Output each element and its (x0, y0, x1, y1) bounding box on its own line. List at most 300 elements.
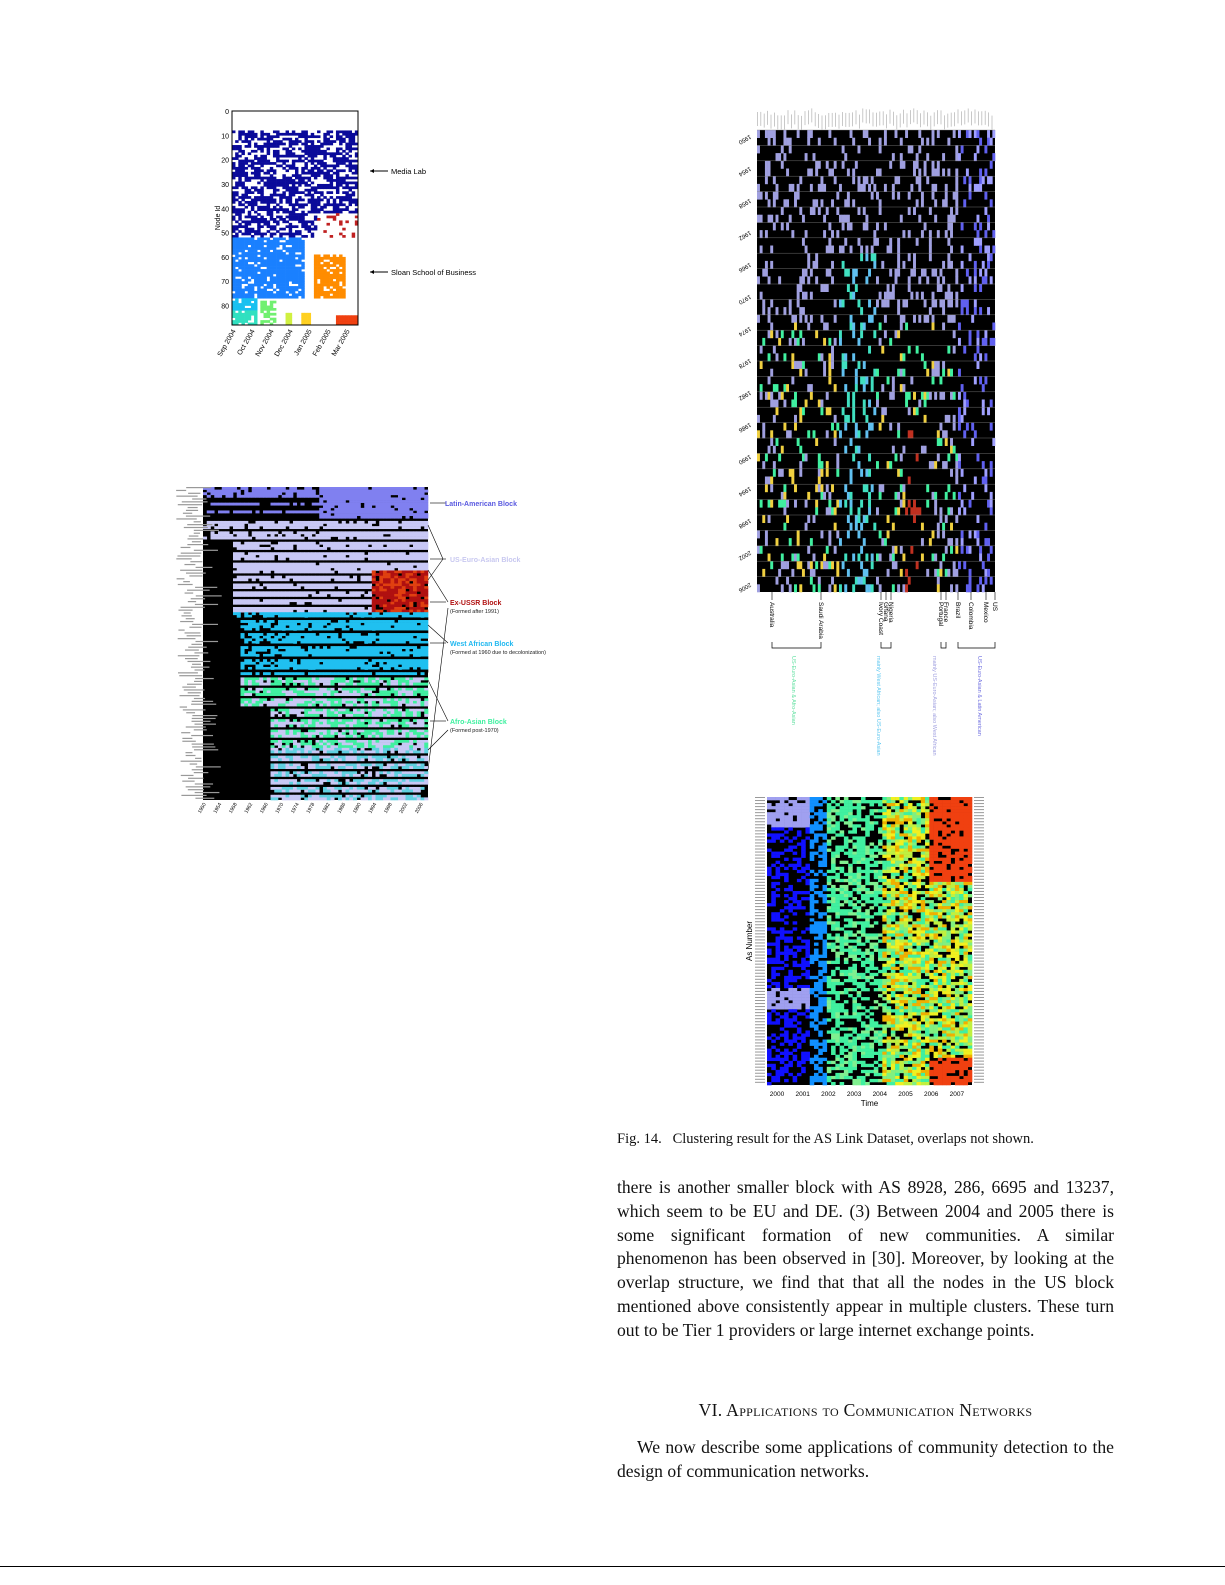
heatmap-cell (346, 646, 350, 649)
heatmap-cell (361, 513, 365, 516)
heatmap-cell (394, 659, 398, 662)
heatmap-cell (293, 576, 297, 579)
heatmap-cell (387, 578, 391, 581)
heatmap-cell (311, 196, 314, 199)
heatmap-cell (245, 189, 248, 192)
heatmap-cell (232, 218, 235, 221)
heatmap-cell (331, 544, 335, 547)
heatmap-cell (387, 500, 391, 503)
heatmap-cell (314, 262, 317, 265)
heatmap-cell (245, 140, 248, 143)
heatmap-cell (413, 677, 417, 680)
heatmap-cell (323, 269, 326, 272)
heatmap-cell (293, 628, 297, 631)
heatmap-cell (235, 303, 238, 306)
heatmap-cell (289, 526, 293, 529)
heatmap-cell (271, 557, 275, 560)
heatmap-cell (248, 152, 251, 155)
heatmap-cell (264, 264, 267, 267)
heatmap-cell (314, 274, 317, 277)
heatmap-cell (357, 633, 361, 636)
heatmap-cell (421, 555, 425, 558)
heatmap-cell (376, 516, 380, 519)
heatmap-cell (361, 607, 365, 610)
heatmap-cell (293, 638, 297, 641)
heatmap-cell (346, 534, 350, 537)
heatmap-cell (304, 547, 308, 550)
heatmap-cell (333, 269, 336, 272)
heatmap-cell (293, 510, 297, 513)
heatmap-cell (402, 612, 406, 615)
heatmap-cell (295, 172, 298, 175)
heatmap-cell (372, 604, 376, 607)
heatmap-cell (267, 524, 271, 527)
heatmap-cell (383, 557, 387, 560)
heatmap-cell (372, 552, 376, 555)
heatmap-cell (338, 500, 342, 503)
heatmap-cell (241, 289, 244, 292)
heatmap-cell (317, 208, 320, 211)
heatmap-cell (327, 680, 331, 683)
heatmap-cell (308, 672, 312, 675)
heatmap-cell (260, 130, 263, 133)
heatmap-cell (260, 306, 263, 309)
heatmap-cell (323, 552, 327, 555)
heatmap-cell (331, 670, 335, 673)
heatmap-cell (317, 167, 320, 170)
heatmap-cell (376, 547, 380, 550)
heatmap-cell (421, 513, 425, 516)
heatmap-cell (319, 508, 323, 511)
heatmap-cell (248, 670, 252, 673)
heatmap-cell (248, 607, 252, 610)
heatmap-cell (286, 537, 290, 540)
heatmap-cell (244, 594, 248, 597)
heatmap-cell (334, 516, 338, 519)
heatmap-cell (304, 570, 308, 573)
heatmap-cell (320, 143, 323, 146)
heatmap-cell (267, 199, 270, 202)
heatmap-cell (257, 257, 260, 260)
heatmap-cell (292, 203, 295, 206)
heatmap-cell (245, 308, 248, 311)
heatmap-cell (267, 225, 270, 228)
heatmap-cell (353, 584, 357, 587)
heatmap-cell (245, 228, 248, 231)
heatmap-cell (256, 633, 260, 636)
heatmap-cell (257, 233, 260, 236)
heatmap-cell (349, 625, 353, 628)
heatmap-cell (402, 570, 406, 573)
heatmap-cell (232, 310, 235, 313)
heatmap-cell (232, 196, 235, 199)
heatmap-cell (270, 269, 273, 272)
heatmap-cell (320, 281, 323, 284)
heatmap-cell (260, 291, 263, 294)
heatmap-cell (398, 492, 402, 495)
heatmap-cell (331, 657, 335, 660)
heatmap-cell (312, 591, 316, 594)
heatmap-cell (264, 250, 267, 253)
heatmap-cell (323, 651, 327, 654)
heatmap-cell (316, 636, 320, 639)
heatmap-cell (402, 672, 406, 675)
heatmap-cell (372, 683, 376, 686)
heatmap-cell (273, 220, 276, 223)
heatmap-cell (282, 160, 285, 163)
heatmap-cell (304, 135, 307, 138)
heatmap-cell (278, 570, 282, 573)
heatmap-cell (338, 646, 342, 649)
heatmap-cell (211, 534, 215, 537)
heatmap-cell (252, 555, 256, 558)
heatmap-cell (402, 513, 406, 516)
heatmap-cell (409, 646, 413, 649)
heatmap-cell (252, 568, 256, 571)
heatmap-cell (336, 177, 339, 180)
heatmap-cell (409, 591, 413, 594)
heatmap-cell (339, 211, 342, 214)
heatmap-cell (361, 649, 365, 652)
heatmap-cell (286, 565, 290, 568)
heatmap-cell (237, 578, 241, 581)
heatmap-cell (278, 607, 282, 610)
heatmap-cell (398, 602, 402, 605)
heatmap-cell (267, 620, 271, 623)
heatmap-cell (301, 262, 304, 265)
heatmap-cell (238, 196, 241, 199)
heatmap-cell (308, 172, 311, 175)
heatmap-cell (252, 552, 256, 555)
heatmap-cell (402, 521, 406, 524)
heatmap-cell (417, 630, 421, 633)
heatmap-cell (238, 160, 241, 163)
heatmap-cell (282, 143, 285, 146)
heatmap-cell (311, 160, 314, 163)
heatmap-cell (312, 570, 316, 573)
heatmap-cell (353, 615, 357, 618)
heatmap-cell (316, 701, 320, 704)
heatmap-cell (312, 649, 316, 652)
heatmap-cell (368, 542, 372, 545)
heatmap-cell (308, 490, 312, 493)
heatmap-cell (267, 247, 270, 250)
heatmap-cell (394, 557, 398, 560)
heatmap-cell (319, 503, 323, 506)
heatmap-cell (282, 196, 285, 199)
heatmap-cell (387, 487, 391, 490)
heatmap-cell (241, 602, 245, 605)
heatmap-cell (286, 184, 289, 187)
heatmap-cell (398, 552, 402, 555)
heatmap-cell (282, 610, 286, 613)
heatmap-cell (383, 612, 387, 615)
heatmap-cell (263, 649, 267, 652)
heatmap-cell (319, 565, 323, 568)
heatmap-cell (308, 641, 312, 644)
heatmap-cell (361, 563, 365, 566)
heatmap-cell (361, 578, 365, 581)
heatmap-cell (383, 505, 387, 508)
heatmap-cell (252, 576, 256, 579)
heatmap-cell (297, 664, 301, 667)
heatmap-cell (417, 680, 421, 683)
heatmap-cell (256, 594, 260, 597)
heatmap-cell (245, 259, 248, 262)
heatmap-cell (421, 670, 425, 673)
heatmap-cell (417, 604, 421, 607)
heatmap-cell (264, 162, 267, 165)
heatmap-cell (406, 654, 410, 657)
heatmap-cell (323, 281, 326, 284)
heatmap-cell (252, 657, 256, 660)
heatmap-cell (241, 537, 245, 540)
heatmap-cell (251, 242, 254, 245)
heatmap-cell (353, 563, 357, 566)
heatmap-cell (391, 688, 395, 691)
heatmap-cell (232, 259, 235, 262)
heatmap-cell (222, 526, 226, 529)
heatmap-cell (417, 633, 421, 636)
heatmap-cell (345, 160, 348, 163)
heatmap-cell (402, 495, 406, 498)
heatmap-cell (319, 497, 323, 500)
heatmap-cell (312, 531, 316, 534)
heatmap-cell (327, 143, 330, 146)
heatmap-cell (301, 133, 304, 136)
heatmap-cell (251, 218, 254, 221)
heatmap-cell (379, 534, 383, 537)
heatmap-cell (282, 664, 286, 667)
heatmap-cell (311, 189, 314, 192)
heatmap-cell (334, 487, 338, 490)
heatmap-cell (293, 490, 297, 493)
heatmap-cell (364, 688, 368, 691)
heatmap-cell (353, 526, 357, 529)
heatmap-cell (273, 218, 276, 221)
heatmap-cell (292, 162, 295, 165)
heatmap-cell (297, 578, 301, 581)
heatmap-cell (387, 657, 391, 660)
heatmap-cell (263, 698, 267, 701)
heatmap-cell (349, 610, 353, 613)
heatmap-cell (260, 279, 263, 282)
heatmap-cell (237, 534, 241, 537)
heatmap-cell (314, 208, 317, 211)
heatmap-cell (323, 257, 326, 260)
y-axis-label: Node Id (215, 205, 222, 231)
heatmap-cell (286, 659, 290, 662)
heatmap-cell (292, 206, 295, 209)
heatmap-cell (256, 610, 260, 613)
heatmap-cell (293, 607, 297, 610)
heatmap-cell (293, 521, 297, 524)
heatmap-cell (339, 196, 342, 199)
heatmap-cell (278, 683, 282, 686)
heatmap-cell (387, 495, 391, 498)
heatmap-cell (387, 591, 391, 594)
heatmap-cell (361, 565, 365, 568)
heatmap-cell (260, 157, 263, 160)
heatmap-cell (304, 599, 308, 602)
heatmap-cell (383, 581, 387, 584)
heatmap-cell (398, 537, 402, 540)
heatmap-cell (368, 644, 372, 647)
heatmap-cell (235, 269, 238, 272)
heatmap-cell (379, 641, 383, 644)
heatmap-cell (330, 281, 333, 284)
heatmap-cell (218, 492, 222, 495)
heatmap-cell (339, 177, 342, 180)
heatmap-cell (409, 677, 413, 680)
heatmap-cell (279, 254, 282, 257)
heatmap-cell (364, 657, 368, 660)
heatmap-cell (218, 524, 222, 527)
heatmap-cell (383, 565, 387, 568)
heatmap-cell (267, 220, 270, 223)
heatmap-cell (267, 630, 271, 633)
heatmap-cell (331, 526, 335, 529)
heatmap-cell (241, 313, 244, 316)
heatmap-cell (376, 657, 380, 660)
heatmap-cell (229, 490, 233, 493)
heatmap-cell (274, 607, 278, 610)
heatmap-cell (308, 557, 312, 560)
heatmap-cell (402, 500, 406, 503)
heatmap-cell (312, 552, 316, 555)
heatmap-cell (282, 257, 285, 260)
heatmap-cell (319, 610, 323, 613)
heatmap-cell (320, 199, 323, 202)
heatmap-cell (264, 157, 267, 160)
heatmap-cell (278, 565, 282, 568)
heatmap-cell (267, 563, 271, 566)
heatmap-cell (376, 584, 380, 587)
heatmap-cell (402, 602, 406, 605)
heatmap-cell (251, 199, 254, 202)
heatmap-cell (421, 625, 425, 628)
heatmap-cell (297, 698, 301, 701)
heatmap-cell (391, 573, 395, 576)
heatmap-cell (368, 568, 372, 571)
heatmap-cell (292, 189, 295, 192)
heatmap-cell (252, 677, 256, 680)
heatmap-cell (424, 594, 428, 597)
heatmap-cell (413, 544, 417, 547)
heatmap-cell (232, 242, 235, 245)
heatmap-cell (383, 594, 387, 597)
heatmap-cell (394, 698, 398, 701)
y-tick-label: 10 (221, 133, 229, 141)
heatmap-cell (353, 555, 357, 558)
heatmap-cell (312, 607, 316, 610)
heatmap-cell (282, 228, 285, 231)
heatmap-cell (406, 604, 410, 607)
heatmap-cell (233, 591, 237, 594)
heatmap-cell (278, 646, 282, 649)
heatmap-cell (263, 565, 267, 568)
heatmap-cell (282, 521, 286, 524)
heatmap-cell (383, 578, 387, 581)
heatmap-cell (274, 568, 278, 571)
heatmap-cell (334, 594, 338, 597)
heatmap-cell (286, 289, 289, 292)
heatmap-cell (271, 657, 275, 660)
heatmap-cell (424, 623, 428, 626)
heatmap-cell (295, 274, 298, 277)
heatmap-cell (357, 510, 361, 513)
heatmap-cell (376, 534, 380, 537)
heatmap-cell (245, 254, 248, 257)
heatmap-cell (394, 667, 398, 670)
heatmap-cell (267, 688, 271, 691)
heatmap-cell (376, 497, 380, 500)
heatmap-cell (252, 654, 256, 657)
heatmap-cell (316, 620, 320, 623)
heatmap-cell (289, 495, 293, 498)
heatmap-cell (254, 267, 257, 270)
heatmap-cell (333, 254, 336, 257)
heatmap-cell (245, 186, 248, 189)
heatmap-cell (293, 552, 297, 555)
heatmap-cell (334, 670, 338, 673)
heatmap-cell (251, 160, 254, 163)
heatmap-cell (276, 254, 279, 257)
heatmap-cell (278, 680, 282, 683)
heatmap-cell (282, 644, 286, 647)
heatmap-cell (238, 211, 241, 214)
heatmap-cell (248, 633, 252, 636)
heatmap-cell (413, 547, 417, 550)
heatmap-cell (286, 254, 289, 257)
heatmap-cell (387, 581, 391, 584)
heatmap-cell (245, 138, 248, 141)
heatmap-cell (273, 233, 276, 236)
heatmap-cell (267, 510, 271, 513)
heatmap-cell (327, 563, 331, 566)
heatmap-cell (235, 191, 238, 194)
heatmap-cell (368, 701, 372, 704)
heatmap-cell (368, 670, 372, 673)
heatmap-cell (398, 516, 402, 519)
heatmap-cell (282, 245, 285, 248)
heatmap-cell (260, 160, 263, 163)
heatmap-cell (353, 547, 357, 550)
heatmap-cell (327, 683, 331, 686)
heatmap-cell (424, 612, 428, 615)
heatmap-cell (406, 644, 410, 647)
heatmap-cell (316, 677, 320, 680)
heatmap-cell (361, 610, 365, 613)
heatmap-cell (330, 169, 333, 172)
heatmap-cell (312, 490, 316, 493)
heatmap-cell (301, 576, 305, 579)
heatmap-cell (379, 610, 383, 613)
heatmap-cell (289, 607, 293, 610)
heatmap-cell (289, 586, 293, 589)
heatmap-cell (338, 542, 342, 545)
heatmap-cell (251, 228, 254, 231)
heatmap-cell (260, 165, 263, 168)
heatmap-cell (327, 586, 331, 589)
heatmap-cell (352, 201, 355, 204)
heatmap-cell (330, 196, 333, 199)
heatmap-cell (286, 672, 290, 675)
heatmap-cell (368, 633, 372, 636)
heatmap-cell (289, 211, 292, 214)
heatmap-cell (383, 623, 387, 626)
heatmap-cell (289, 313, 292, 316)
